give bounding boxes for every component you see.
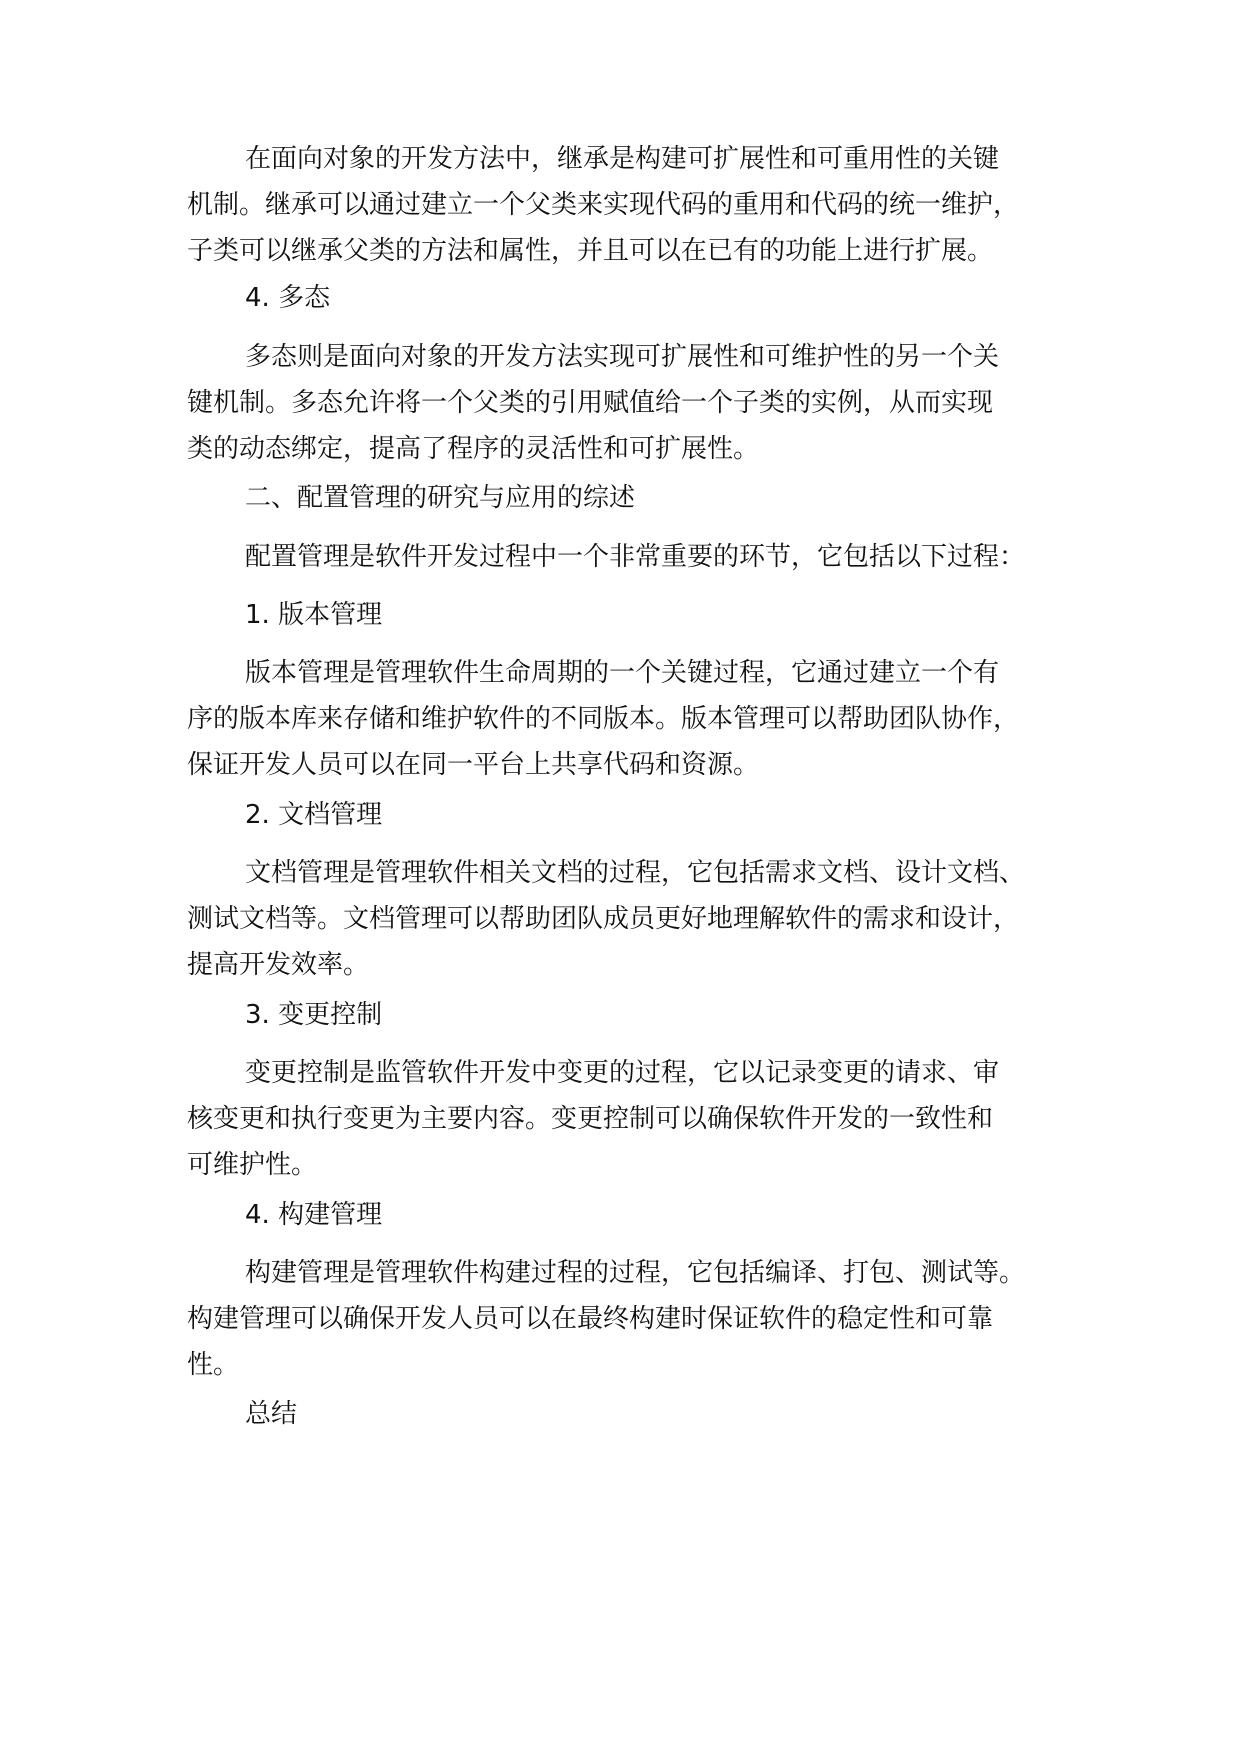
- heading-build-management: [187, 1192, 1087, 1238]
- text-line: 多态则是面向对象的开发方法实现可扩展性和可维护性的另一个关: [245, 342, 1000, 372]
- paragraph-polymorphism: [187, 334, 1087, 472]
- paragraph-build-management: [187, 1250, 1087, 1388]
- text-line: 提高开发效率。: [187, 950, 370, 980]
- paragraph-version-management: [187, 650, 1087, 788]
- heading-summary: [187, 1391, 1087, 1437]
- text-line: 序的版本库来存储和维护软件的不同版本。版本管理可以帮助团队协作，: [187, 704, 1020, 734]
- section-heading: 4. 多态: [245, 283, 331, 313]
- text-line: 机制。继承可以通过建立一个父类来实现代码的重用和代码的统一维护，: [187, 190, 1020, 220]
- paragraph-change-control: [187, 1050, 1087, 1188]
- text-line: 保证开发人员可以在同一平台上共享代码和资源。: [187, 750, 760, 780]
- text-line: 配置管理是软件开发过程中一个非常重要的环节，它包括以下过程：: [245, 542, 1026, 572]
- heading-config-management: [187, 475, 1087, 521]
- text-line: 测试文档等。文档管理可以帮助团队成员更好地理解软件的需求和设计，: [187, 904, 1020, 934]
- paragraph-config-intro: [187, 534, 1087, 580]
- text-line: 类的动态绑定，提高了程序的灵活性和可扩展性。: [187, 434, 760, 464]
- paragraph-inheritance: [187, 136, 1087, 274]
- section-heading: 二、配置管理的研究与应用的综述: [245, 483, 636, 513]
- section-heading: 2. 文档管理: [245, 800, 383, 830]
- heading-change-control: [187, 992, 1087, 1038]
- text-line: 构建管理可以确保开发人员可以在最终构建时保证软件的稳定性和可靠: [187, 1304, 994, 1334]
- heading-document-management: [187, 792, 1087, 838]
- text-line: 键机制。多态允许将一个父类的引用赋值给一个子类的实例，从而实现: [187, 388, 994, 418]
- heading-version-management: [187, 592, 1087, 638]
- text-line: 文档管理是管理软件相关文档的过程，它包括需求文档、设计文档、: [245, 858, 1026, 888]
- section-heading: 1. 版本管理: [245, 600, 383, 630]
- section-heading: 3. 变更控制: [245, 1000, 383, 1030]
- text-line: 构建管理是管理软件构建过程的过程，它包括编译、打包、测试等。: [245, 1258, 1026, 1288]
- paragraph-document-management: [187, 850, 1087, 988]
- text-line: 在面向对象的开发方法中，继承是构建可扩展性和可重用性的关键: [245, 144, 1000, 174]
- text-line: 版本管理是管理软件生命周期的一个关键过程，它通过建立一个有: [245, 658, 1000, 688]
- section-heading: 4. 构建管理: [245, 1200, 383, 1230]
- text-line: 性。: [187, 1350, 240, 1380]
- text-line: 子类可以继承父类的方法和属性，并且可以在已有的功能上进行扩展。: [187, 236, 994, 266]
- section-heading: 总结: [245, 1399, 298, 1429]
- text-line: 变更控制是监管软件开发中变更的过程，它以记录变更的请求、审: [245, 1058, 1000, 1088]
- heading-polymorphism: [187, 275, 1087, 321]
- text-line: 可维护性。: [187, 1150, 318, 1180]
- text-line: 核变更和执行变更为主要内容。变更控制可以确保软件开发的一致性和: [187, 1104, 994, 1134]
